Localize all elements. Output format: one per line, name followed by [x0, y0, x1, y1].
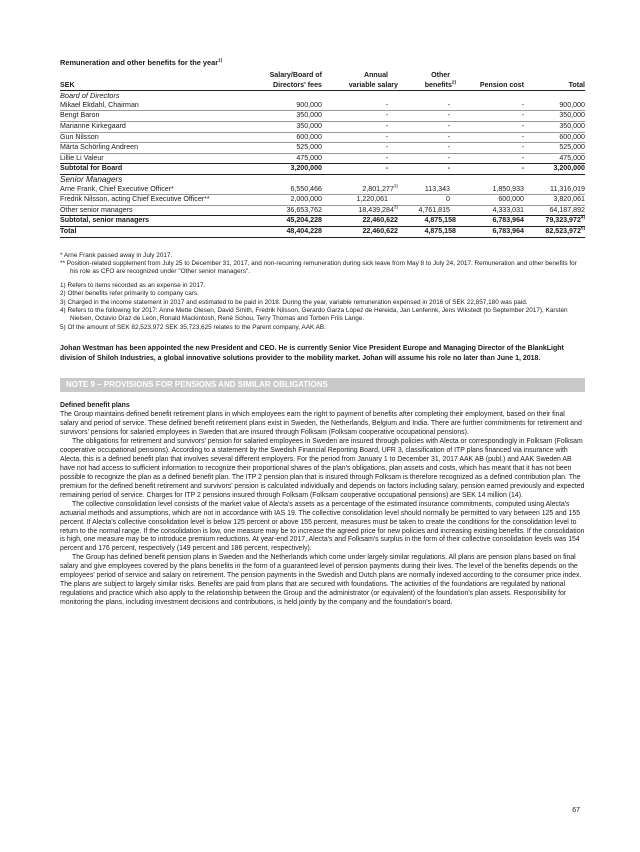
table-cell-pen: -: [456, 132, 524, 143]
table-cell-total: 350,000: [524, 111, 585, 122]
table-cell-var: 18,439,284$^{3)}$: [322, 205, 398, 216]
table-cell-pen: -: [456, 153, 524, 164]
table-cell-pen: -: [456, 121, 524, 132]
table-cell-name: Bengt Baron: [60, 111, 246, 122]
header-variable-line1: Annual: [363, 71, 388, 79]
paragraph: The collective consolidation level consists of the market value of Alecta's assets as a percentage of the estimated insurance commitments, computed using Alecta's actuarial methods and assumptions, which are not in accordance with IAS 19. The collective consolidation level should normally be permitted to vary between 125 and 155 percent. If Alecta's collective consolidation level is below 125 percent or above 155 percent, measures must be taken to create the conditions for the consolidation level to return to the normal range. If the consolidation is low, one measure may be to increase the agreed price for new policies and increasing existing benefits. If the consolidation is high, one measure may be to introduce premium reductions. At year-end 2017, Alecta's and Folksam's surplus in the form of their collective consolidation levels was 154 percent and 176 percent, respectively (149 percent and 186 percent, respectively).: [60, 500, 585, 553]
table-cell-name: Märta Schörling Andreen: [60, 143, 246, 154]
paragraph: The Group has defined benefit pension plans in Sweden and the Netherlands which come under largely similar regulations. All plans are pension plans based on final salary and give employees covered by the plans benefits in the form of a guaranteed level of pension payments during their lives. The level of the benefits depends on the employees' period of service and salary on retirement. The pension payments in the Swedish and Dutch plans are normally indexed according to the consumer price index. The plans are subject to largely similar risks. Benefits are paid from plans that are secured with foundations. The activities of the foundations are regulated by national regulations and practice which also apply to the relationship between the Group and the administrator (or equivalent) of the foundation's plan assets. Responsibility for monitoring the plans, including investment decisions and contributions, is held jointly by the company and the foundation's board.: [60, 554, 582, 607]
table-cell-total: 3,820,061: [524, 195, 585, 206]
table-cell-var: -: [322, 101, 398, 111]
header-benefits-line1: Other: [431, 71, 450, 79]
table-cell-ben: 113,343: [398, 185, 456, 195]
footnote-star: * Arne Frank passed away in July 2017.: [60, 251, 173, 259]
footnote-3: 3) Charged in the income statement in 2017 and estimated to be paid in 2018. During the year, variable remuneration expensed in 2016 of SEK 22,857,180 was paid.: [60, 298, 528, 306]
table-cell-fees: 36,653,762: [246, 205, 322, 216]
table-cell-ben: -: [398, 121, 456, 132]
table-cell-name: Lillie Li Valeur: [60, 153, 246, 164]
table-row: [60, 195, 585, 206]
group-board-label: Board of Directors: [60, 91, 120, 101]
paragraph: The obligations for retirement and survivors' pension for salaried employees in Sweden are insured through policies with Alecta or correspondingly in Folksam (Folksam cooperative occupational pensions). According to a statement by the Swedish Financial Reporting Board, UFR 3, classification of ITP plans financed via insurance with Alecta, this is a defined benefit plan that involves several different employers. For the period from January 1 to December 31, 2017 AAK AB (publ.) and AAK Sweden AB have not had access to sufficient information to recognize their proportional shares of the plan's obligations, plan assets and costs, which has meant that it has not been possible to recognize the plan as a defined benefit plan. The ITP 2 pension plan that is insured through Folksam is therefore recognized as a defined contribution plan. The premium for the defined benefit retirement and survivors' pension is calculated individually and depends on factors including salary, pension earned previously and expected remaining period of service. Charges for ITP 2 pensions insured through Folksam (Folksam cooperative occupational pensions) are SEK 14 million (14).: [60, 437, 585, 499]
table-row: [60, 205, 585, 216]
table-cell-name: Gun Nilsson: [60, 132, 246, 143]
table-row-total: Total 48,404,228 22,460,622 4,875,158 6,783,964 82,523,972$^{5)}$: [60, 226, 585, 237]
table-cell-fees: 350,000: [246, 111, 322, 122]
table-cell-name: Arne Frank, Chief Executive Officer*: [60, 185, 246, 195]
table-cell-var: -: [322, 132, 398, 143]
table-cell-total: 11,316,019: [524, 185, 585, 195]
table-cell-ben: -: [398, 132, 456, 143]
table-cell-name: Mikael Ekdahl, Chairman: [60, 101, 246, 111]
table-cell-name: Other senior managers: [60, 205, 246, 216]
table-cell-total: 350,000: [524, 121, 585, 132]
table-row: [60, 143, 585, 154]
table-cell-total: 475,000: [524, 153, 585, 164]
page-content: [60, 58, 585, 608]
header-sek: SEK: [60, 81, 246, 91]
table-cell-name: Marianne Kirkegaard: [60, 121, 246, 132]
table-cell-name: Fredrik Nilsson, acting Chief Executive Officer**: [60, 195, 246, 206]
table-cell-total: 525,000: [524, 143, 585, 154]
table-cell-ben: 4,761,815: [398, 205, 456, 216]
header-benefits-line2: benefits$^{2)}$: [398, 81, 456, 91]
table-cell-fees: 2,000,000: [246, 195, 322, 206]
table-cell-total: 600,000: [524, 132, 585, 143]
remuneration-table: [60, 71, 585, 238]
footnote-5: 5) Of the amount of SEK 82,523,972 SEK 35,723,625 relates to the Parent company, AAK AB.: [60, 323, 326, 331]
table-cell-ben: -: [398, 143, 456, 154]
footnote-4: 4) Refers to the following for 2017: Anne Mette Olesen, David Smith, Fredrik Nilsson, Gerardo Garza López de Hereida, Jan Lenferink, Jens Wikstedt (to September 2017), Karsten Nielsen, Octavio Díaz de León, Ronald Mackintosh, René Schou, Terry Thomas and Torben Friis Lange.: [60, 306, 568, 323]
table-cell-pen: -: [456, 101, 524, 111]
footnote-1: 1) Refers to items recorded as an expense in 2017.: [60, 281, 206, 289]
header-variable-line2: variable salary: [322, 81, 398, 91]
table-cell-pen: 1,850,933: [456, 185, 524, 195]
footnote-2: 2) Other benefits refer primarily to company cars.: [60, 290, 199, 298]
table-cell-total: 64,187,892: [524, 205, 585, 216]
table-row: [60, 153, 585, 164]
table-row: [60, 132, 585, 143]
table-cell-ben: -: [398, 153, 456, 164]
table-row: [60, 185, 585, 195]
table-cell-fees: 600,000: [246, 132, 322, 143]
table-row: [60, 121, 585, 132]
table-cell-var: -: [322, 153, 398, 164]
table-cell-var: -: [322, 143, 398, 154]
header-fees-line1: Salary/Board of: [269, 71, 322, 79]
group-managers-label: Senior Managers: [60, 174, 123, 184]
table-cell-var: 1,220,061: [322, 195, 398, 206]
header-fees-line2: Directors' fees: [246, 81, 322, 91]
table-cell-fees: 475,000: [246, 153, 322, 164]
note-banner: NOTE 9 – PROVISIONS FOR PENSIONS AND SIMILAR OBLIGATIONS: [60, 378, 585, 392]
table-cell-ben: -: [398, 101, 456, 111]
paragraph: The Group maintains defined benefit retirement plans in which employees earn the right to payment of benefits after completing their employment, based on their final salary and period of service. These defined benefit retirement plans exist in Sweden, the Netherlands, Belgium and India. There are further commitments for retirement and survivors' pensions for salaried employees in Sweden that are insured through Folksam (Folksam cooperative occupational pensions).: [60, 411, 582, 437]
table-cell-pen: 4,333,031: [456, 205, 524, 216]
table-cell-pen: 600,000: [456, 195, 524, 206]
table-cell-fees: 525,000: [246, 143, 322, 154]
ceo-announcement: Johan Westman has been appointed the new President and CEO. He is currently Senior Vice President Europe and Managing Director of the BlankLight division of Shiloh Industries, a global innovative solutions provider to the mobility market. Johan will assume his role no later than June 1, 2018.: [60, 345, 564, 363]
table-cell-var: -: [322, 121, 398, 132]
table-row: [60, 111, 585, 122]
header-total: Total: [524, 81, 585, 91]
table-cell-ben: -: [398, 111, 456, 122]
table-row-subtotal-board: Subtotal for Board 3,200,000 - - - 3,200,000: [60, 164, 585, 175]
footnote-double-star: ** Position-related supplement from July 25 to December 31, 2017, and non-recurring remuneration during sick leave from May 8 to July 24, 2017. Remuneration and other benefits for his role as CFO are recognized under "Other senior managers".: [60, 259, 577, 276]
table-cell-total: 900,000: [524, 101, 585, 111]
table-cell-pen: -: [456, 111, 524, 122]
table-row: [60, 101, 585, 111]
table-cell-var: -: [322, 111, 398, 122]
header-pension: Pension cost: [456, 81, 524, 91]
table-row-subtotal-managers: Subtotal, senior managers 45,204,228 22,460,622 4,875,158 6,783,964 79,323,972$^{4)}$: [60, 216, 585, 227]
page-number: 67: [572, 807, 580, 814]
table-cell-fees: 350,000: [246, 121, 322, 132]
note-body: [60, 402, 585, 608]
table-cell-pen: -: [456, 143, 524, 154]
table-cell-fees: 6,550,466: [246, 185, 322, 195]
section-heading: Defined benefit plans: [60, 402, 130, 410]
table-footnotes: [60, 252, 585, 333]
table-cell-var: 2,801,277$^{3)}$: [322, 185, 398, 195]
table-cell-fees: 900,000: [246, 101, 322, 111]
table-title: Remuneration and other benefits for the year$^{1)}$: [60, 57, 223, 67]
table-cell-ben: 0: [398, 195, 456, 206]
